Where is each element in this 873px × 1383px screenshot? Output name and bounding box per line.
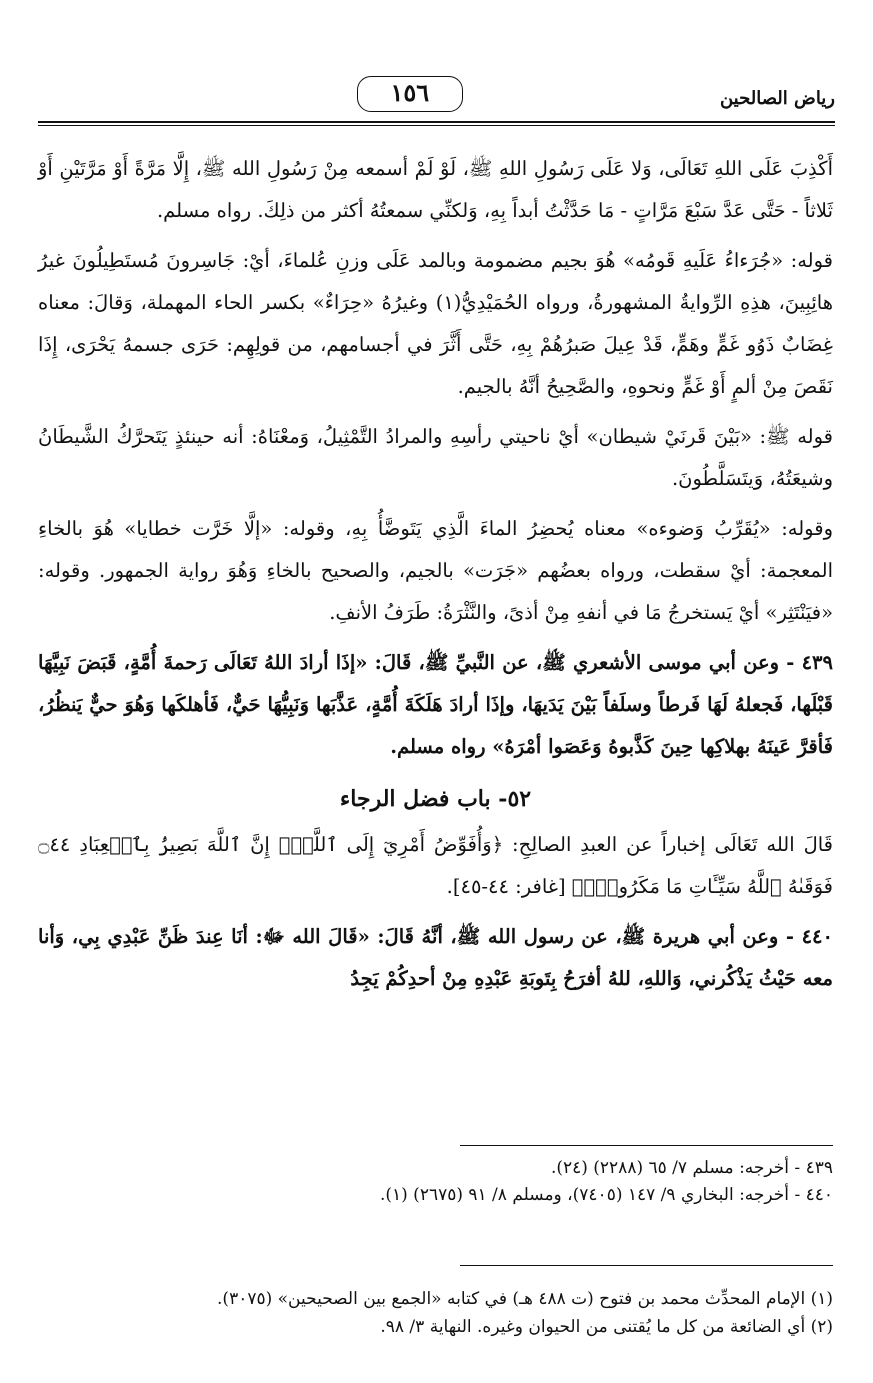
hadith-439: ٤٣٩ - وعن أبي موسى الأشعري ﷺ، عن النَّبيِّ ﷺ، قَالَ: «إذَا أرادَ اللهُ تَعَالَى رَحمةَ أُمَّةٍ، قَبَضَ نَبِيَّهَا قَبْلَها، فَجعلهُ لَهَا فَرطاً وسلَفاً بَيْنَ يَدَيهَا، وإذَا أرادَ هَلَكَةَ أُمَّةٍ، عَذَّبَها وَنَبِيُّهَا حَيٌّ، فَأهلكَها وَهُوَ حيٌّ يَنظُرُ، فَأقرَّ عَينَهُ بهلاكِها حِينَ كَذَّبوهُ وَعَصَوا أمْرَهُ» رواه مسلم. (38, 651, 833, 758)
book-title: رياض الصالحين (719, 88, 835, 109)
main-text (38, 148, 833, 1008)
paragraph: أَكْذِبَ عَلَى اللهِ تَعَالَى، وَلا عَلَى رَسُولِ اللهِ ﷺ، لَوْ لَمْ أسمعه مِنْ رَسُولِ الله ﷺ، إِلَّا مَرَّةً أَوْ مَرَّتَيْنِ أَوْ ثَلاثاً - حَتَّى عَدَّ سَبْعَ مَرَّاتٍ - مَا حَدَّثْتُ أبداً بِهِ، وَلكنِّي سمعتُهُ أكثر من ذلِكَ. رواه مسلم. (38, 157, 833, 222)
takhrij-item: ٤٣٩ - أخرجه: مسلم ٧/ ٦٥ (٢٢٨٨) (٢٤). (550, 1158, 833, 1178)
paragraph: وقوله: «يُقَرِّبُ وَضوءه» معناه يُحضِرُ الماءَ الَّذِي يَتَوضَّأُ بِهِ، وقوله: «إلَّا خَرَّت خطايا» هُوَ بالخاءِ المعجمة: أيْ سقطت، ورواه بعضُهم «جَرَت» بالجيم، والصحيح بالخاءِ وَهُوَ رواية الجمهور. وقوله: «فيَنْتَثِر» أيْ يَستخرجُ مَا في أنفهِ مِنْ أذىً، والنَّثْرَةُ: طَرَفُ الأنفِ. (38, 517, 833, 624)
note-item: (٢) أي الضائعة من كل ما يُقتنى من الحيوان وغيره. النهاية ٣/ ٩٨. (380, 1317, 833, 1337)
footnote-rule (460, 1145, 833, 1146)
header-rule-thin (38, 125, 835, 126)
note-item: (١) الإمام المحدِّث محمد بن فتوح (ت ٤٨٨ هـ) في كتابه «الجمع بين الصحيحين» (٣٠٧٥). (217, 1289, 833, 1309)
page-header (38, 72, 835, 122)
paragraph: قوله: «جُرَءاءُ عَلَيهِ قَومُه» هُوَ بجيم مضمومة وبالمد عَلَى وزنِ عُلماءَ، أيْ: جَاسِرونَ مُستَطِيلُونَ غيرُ هائِبِينَ، هذِهِ الرِّوايةُ المشهورةُ، ورواه الحُمَيْدِيُّ(١) وغيرُهُ «حِرَاءٌ» بكسر الحاء المهملة، وَقالَ: معناه غِضَابٌ ذَوُو غَمٍّ وهَمٍّ، قَدْ عِيلَ صَبرُهُمْ بِهِ، حَتَّى أَثَّرَ في أجسامهم، من قولِهِم: حَرَى جسمهُ يَحْرَى، إِذَا نَقَصَ مِنْ ألمٍ أَوْ غَمٍّ ونحوهِ، والصَّحِيحُ أنَّهُ بالجيم. (38, 249, 833, 398)
page-number: ١٥٦ (357, 76, 463, 112)
hadith-440: ٤٤٠ - وعن أبي هريرة ﷺ، عن رسول الله ﷺ، أنَّهُ قَالَ: «قَالَ الله ﷻ: أنَا عِندَ ظَنِّ عَبْدِي بِي، وَأنا معه حَيْثُ يَذْكُرني، وَاللهِ، للهُ أفرَحُ بِتَوبَةِ عَبْدِهِ مِنْ أحدِكُمْ يَجِدُ (38, 925, 833, 990)
takhrij-item: ٤٤٠ - أخرجه: البخاري ٩/ ١٤٧ (٧٤٠٥)، ومسلم ٨/ ٩١ (٢٦٧٥) (١). (379, 1185, 833, 1205)
header-rule (38, 121, 835, 123)
chapter-intro: قَالَ الله تَعَالَى إخباراً عن العبدِ الصالِحِ: ﴿وَأُفَوِّضُ أَمْرِيٓ إِلَى ٱللَّهِۚ إِنَّ ٱللَّهَ بَصِيرُۢ بِٱلۡعِبَادِ ۝٤٤ فَوَقَىٰهُ ٱللَّهُ سَيِّـَٔاتِ مَا مَكَرُواْۖ﴾ [غافر: ٤٤-٤٥]. (38, 833, 833, 898)
takhrij-footnotes (38, 1155, 833, 1209)
explanatory-notes (38, 1285, 833, 1341)
notes-rule (460, 1265, 833, 1266)
paragraph: قوله ﷺ: «بَيْنَ قَرنَيْ شيطان» أيْ ناحيتي رأسِهِ والمرادُ التَّمْثِيلُ، وَمعْنَاهُ: أنه حينئذٍ يَتَحرَّكُ الشَّيطَانُ وشيعَتُهُ، وَيتَسَلَّطُونَ. (38, 425, 833, 490)
chapter-title: ٥٢- باب فضل الرجاء (339, 786, 532, 812)
